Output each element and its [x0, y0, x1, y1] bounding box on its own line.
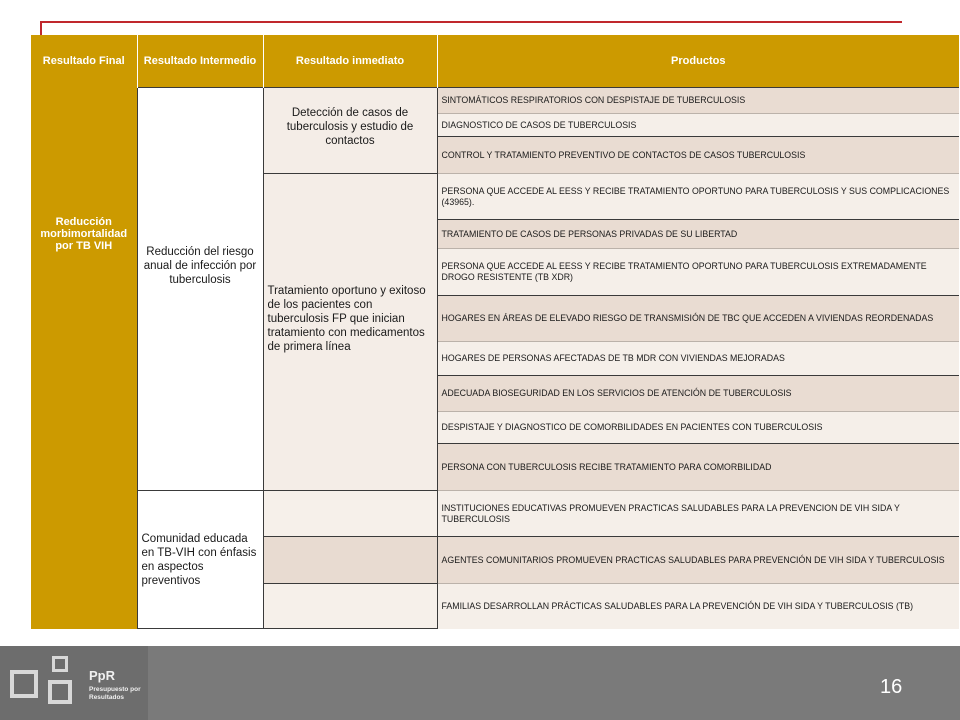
- product-row: HOGARES DE PERSONAS AFECTADAS DE TB MDR CON VIVIENDAS MEJORADAS: [437, 342, 959, 376]
- product-row: INSTITUCIONES EDUCATIVAS PROMUEVEN PRACTICAS SALUDABLES PARA LA PREVENCION DE VIH SIDA Y TUBERCULOSIS: [437, 491, 959, 537]
- intermedio-text-1: Reducción del riesgo anual de infección por tuberculosis: [143, 246, 257, 286]
- product-row: HOGARES EN ÁREAS DE ELEVADO RIESGO DE TRANSMISIÓN DE TBC QUE ACCEDEN A VIVIENDAS REORDENADAS: [437, 296, 959, 342]
- footer-bar: [0, 646, 960, 720]
- intermedio-cell-2: [137, 491, 263, 629]
- page-number: 16: [880, 676, 903, 698]
- inmediato-text-2: Tratamiento oportuno y exitoso de los pacientes con tuberculosis FP que inician tratamiento con medicamentos de primera línea: [267, 285, 426, 353]
- header-inmediato: Resultado inmediato: [263, 35, 437, 88]
- table-row: [31, 491, 959, 537]
- product-row: TRATAMIENTO DE CASOS DE PERSONAS PRIVADAS DE SU LIBERTAD: [437, 220, 959, 249]
- logo-square-icon: [48, 680, 72, 704]
- logo-square-icon: [52, 656, 68, 672]
- header-productos: Productos: [437, 35, 959, 88]
- logo-square-icon: [10, 670, 38, 698]
- product-row: PERSONA CON TUBERCULOSIS RECIBE TRATAMIENTO PARA COMORBILIDAD: [437, 444, 959, 491]
- product-row: CONTROL Y TRATAMIENTO PREVENTIVO DE CONTACTOS DE CASOS TUBERCULOSIS: [437, 137, 959, 174]
- product-row: ADECUADA BIOSEGURIDAD EN LOS SERVICIOS DE ATENCIÓN DE TUBERCULOSIS: [437, 376, 959, 412]
- header-row: [31, 35, 959, 88]
- product-row: FAMILIAS DESARROLLAN PRÁCTICAS SALUDABLES PARA LA PREVENCIÓN DE VIH SIDA Y TUBERCULOSIS (TB): [437, 584, 959, 629]
- inmediato-text-1: Detección de casos de tuberculosis y estudio de contactos: [286, 107, 414, 147]
- inmediato-empty-cell: [263, 584, 437, 629]
- intermedio-cell-1: [137, 88, 263, 491]
- inmediato-cell-2: [263, 174, 437, 491]
- header-intermedio: Resultado Intermedio: [137, 35, 263, 88]
- intermedio-text-2: Comunidad educada en TB-VIH con énfasis en aspectos preventivos: [141, 532, 257, 587]
- product-row: SINTOMÁTICOS RESPIRATORIOS CON DESPISTAJE DE TUBERCULOSIS: [437, 88, 959, 114]
- header-final: Resultado Final: [31, 35, 137, 88]
- product-row: DIAGNOSTICO DE CASOS DE TUBERCULOSIS: [437, 114, 959, 137]
- top-rule: [40, 21, 902, 23]
- inmediato-empty-cell: [263, 537, 437, 584]
- top-rule-tick: [40, 21, 42, 35]
- logo-subtitle: Presupuesto por Resultados: [89, 686, 141, 701]
- table-row: [31, 88, 959, 114]
- product-row: PERSONA QUE ACCEDE AL EESS Y RECIBE TRATAMIENTO OPORTUNO PARA TUBERCULOSIS Y SUS COMPLICACIONES (43965).: [437, 174, 959, 220]
- final-result-text: Reducción morbimortalidad por TB VIH: [40, 215, 128, 252]
- inmediato-cell-1: [263, 88, 437, 174]
- logo-title: PpR: [89, 668, 115, 683]
- results-table: [31, 35, 959, 629]
- inmediato-empty-cell: [263, 491, 437, 537]
- final-result-cell: [31, 88, 137, 629]
- ppr-logo: [0, 646, 148, 720]
- product-row: AGENTES COMUNITARIOS PROMUEVEN PRACTICAS SALUDABLES PARA PREVENCIÓN DE VIH SIDA Y TUBERCULOSIS: [437, 537, 959, 584]
- product-row: PERSONA QUE ACCEDE AL EESS Y RECIBE TRATAMIENTO OPORTUNO PARA TUBERCULOSIS EXTREMADAMENTE DROGO RESISTENTE (TB XDR): [437, 249, 959, 296]
- product-row: DESPISTAJE Y DIAGNOSTICO DE COMORBILIDADES EN PACIENTES CON TUBERCULOSIS: [437, 412, 959, 444]
